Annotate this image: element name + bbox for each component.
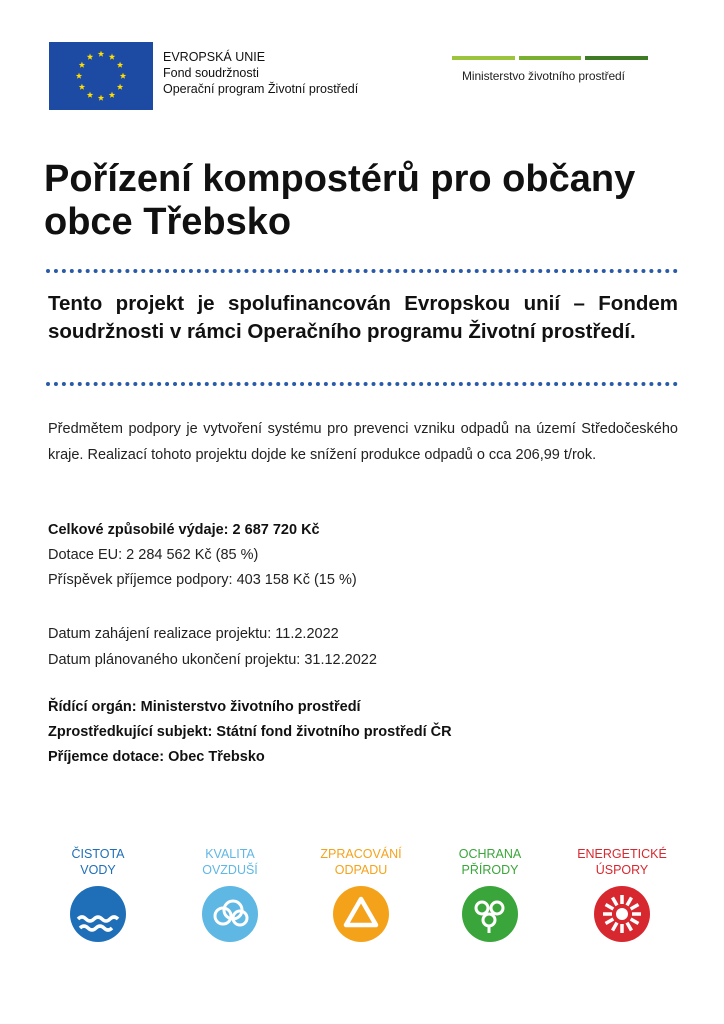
ministry-name: Ministerstvo životního prostředí <box>462 69 625 83</box>
intermediate-body: Zprostředkující subjekt: Státní fond životního prostředí ČR <box>48 724 452 740</box>
category-water <box>38 846 158 942</box>
category-nature-line-2: PŘÍRODY <box>461 863 519 877</box>
project-description: Předmětem podpory je vytvoření systému pro prevenci vzniku odpadů na území Středočeského kraje. Realizací tohoto projektu dojde ke snížení produkce odpadů o cca 206,99 t/rok. <box>48 421 678 463</box>
category-waste-label <box>301 846 421 880</box>
eu-star-icon <box>87 54 93 60</box>
water-drops-icon <box>70 886 126 942</box>
category-waste-line-1: ZPRACOVÁNÍ <box>320 847 402 861</box>
category-air <box>170 846 290 942</box>
eu-grant: Dotace EU: 2 284 562 Kč (85 %) <box>48 547 259 563</box>
sun-ray-icon <box>613 898 618 906</box>
sun-ray-icon <box>613 923 618 931</box>
start-date: Datum zahájení realizace projektu: 11.2.2022 <box>48 626 339 642</box>
eu-line-3: Operační program Životní prostředí <box>163 82 359 96</box>
category-energy-label <box>562 846 682 880</box>
category-air-line-1: KVALITA <box>205 847 255 861</box>
eu-program-label <box>163 49 358 97</box>
eu-star-icon <box>87 92 93 98</box>
ministry-bars <box>452 56 648 60</box>
recipient-contribution: Příspěvek příjemce podpory: 403 158 Kč (15 %) <box>48 572 357 588</box>
category-waste <box>301 846 421 942</box>
eu-flag-logo <box>49 42 153 110</box>
cloud-icon <box>202 886 258 942</box>
eu-star-icon <box>79 62 85 68</box>
eu-star-icon <box>109 92 115 98</box>
category-water-line-1: ČISTOTA <box>71 847 125 861</box>
category-air-line-2: OVZDUŠÍ <box>202 863 258 877</box>
recycle-triangle-icon <box>333 886 389 942</box>
sun-ray-icon <box>606 919 614 924</box>
category-nature-label <box>430 846 550 880</box>
ministry-logo <box>452 56 648 83</box>
sun-icon <box>594 886 650 942</box>
nature-circles-icon <box>462 886 518 942</box>
total-costs: Celkové způsobilé výdaje: 2 687 720 Kč <box>48 522 320 538</box>
grant-recipient: Příjemce dotace: Obec Třebsko <box>48 749 265 765</box>
category-waste-line-2: ODPADU <box>334 863 388 877</box>
eu-star-icon <box>98 51 104 57</box>
dotted-divider-top <box>46 269 678 273</box>
title-line-2: obce Třebsko <box>44 201 292 243</box>
eu-star-icon <box>76 73 82 79</box>
category-nature-line-1: OCHRANA <box>458 847 522 861</box>
eu-line-1: EVROPSKÁ UNIE <box>163 50 266 64</box>
category-nature <box>430 846 550 942</box>
ministry-bar-mid <box>519 56 582 60</box>
managing-authority: Řídící orgán: Ministerstvo životního prostředí <box>48 699 361 715</box>
ministry-bar-light <box>452 56 515 60</box>
page-title <box>44 158 694 244</box>
eu-star-icon <box>109 54 115 60</box>
eu-stars-icon <box>49 42 153 110</box>
category-energy-line-1: ENERGETICKÉ <box>577 847 667 861</box>
category-energy-line-2: ÚSPORY <box>595 863 649 877</box>
category-energy <box>562 846 682 942</box>
sun-ray-icon <box>627 898 632 906</box>
intro-statement: Tento projekt je spolufinancován Evropskou unií – Fondem soudržnosti v rámci Operačního programu Životní prostředí. <box>48 292 678 343</box>
category-water-label <box>38 846 158 880</box>
eu-star-icon <box>117 84 123 90</box>
eu-star-icon <box>79 84 85 90</box>
eu-line-2: Fond soudržnosti <box>163 66 259 80</box>
sun-ray-icon <box>606 905 614 910</box>
ministry-bar-dark <box>585 56 648 60</box>
sun-ray-icon <box>631 905 639 910</box>
title-line-1: Pořízení kompostérů pro občany <box>44 158 636 200</box>
eu-star-icon <box>120 73 126 79</box>
sun-ray-icon <box>627 923 632 931</box>
category-water-line-2: VODY <box>80 863 116 877</box>
category-air-label <box>170 846 290 880</box>
end-date: Datum plánovaného ukončení projektu: 31.12.2022 <box>48 652 377 668</box>
eu-star-icon <box>98 95 104 101</box>
sun-ray-icon <box>631 919 639 924</box>
dotted-divider-bottom <box>46 382 678 386</box>
eu-star-icon <box>117 62 123 68</box>
